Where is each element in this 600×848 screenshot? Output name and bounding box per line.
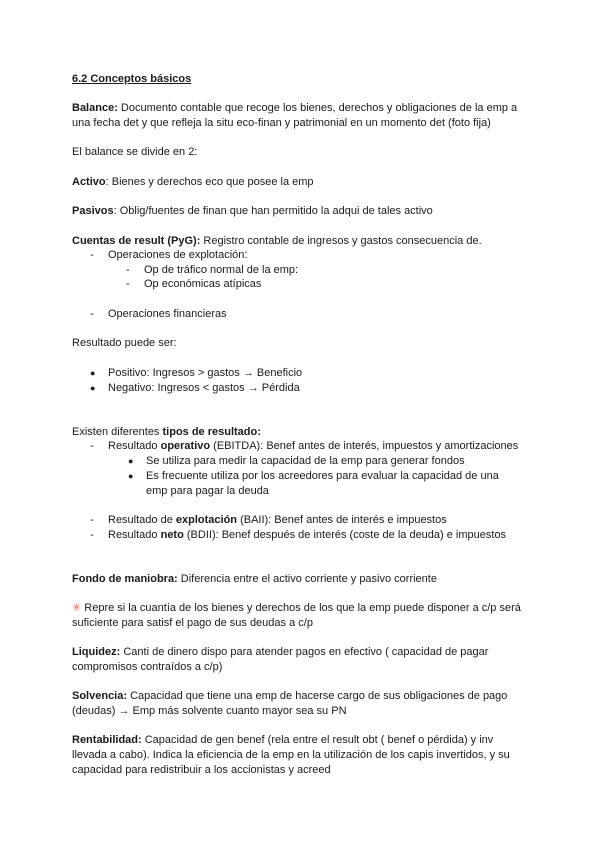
bullet-dot: ● (128, 471, 134, 481)
cuentas-definition: Cuentas de result (PyG): Registro contable de ingresos y gastos consecuencia de. (72, 235, 482, 247)
balance-term: Balance: (72, 102, 118, 114)
solvencia-line2: (deudas) → Emp más solvente cuanto mayor sea su PN (72, 705, 347, 717)
rentabilidad-line3: capacidad para redistribuir a los accionistas y acreed (72, 764, 331, 776)
balance-definition-line1: Balance: Documento contable que recoge los bienes, derechos y obligaciones de la emp a (72, 102, 518, 114)
list-item-financieras: Operaciones financieras (108, 308, 227, 320)
bullet-dot: ● (90, 368, 96, 378)
bullet-dot: ● (90, 383, 96, 393)
liquidez-line2: compromisos contraídos a c/p) (72, 661, 223, 673)
repre-line1: ✳ Repre si la cuantía de los bienes y derechos de los que la emp puede disponer a c/p será (72, 602, 521, 614)
resultado-intro: Resultado puede ser: (72, 337, 177, 349)
list-dash: - (90, 514, 94, 526)
sublist-item-acreedores-line1: Es frecuente utiliza por los acreedores para evaluar la capacidad de una (146, 470, 499, 482)
sublist-item-trafico: Op de tráfico normal de la emp: (144, 264, 299, 276)
list-dash: - (90, 249, 94, 261)
list-item-positivo: Positivo: Ingresos > gastos → Beneficio (108, 367, 303, 379)
sublist-item-atipicas: Op económicas atípicas (144, 278, 262, 290)
rentabilidad-line1: Rentabilidad: Capacidad de gen benef (rela entre el result obt ( benef o pérdida) y inv (72, 734, 494, 746)
bullet-dot: ● (128, 456, 134, 466)
list-dash: - (90, 440, 94, 452)
list-dash: - (126, 264, 130, 276)
repre-line2: suficiente para satisf el pago de sus deudas a c/p (72, 617, 313, 629)
balance-divide-text: El balance se divide en 2: (72, 146, 198, 158)
list-dash: - (90, 308, 94, 320)
list-item-explotacion: Operaciones de explotación: (108, 249, 248, 261)
pasivos-definition: Pasivos: Oblig/fuentes de finan que han permitido la adqui de tales activo (72, 205, 433, 217)
section-heading: 6.2 Conceptos básicos (72, 73, 192, 85)
list-item-neto: Resultado neto (BDII): Benef después de interés (coste de la deuda) e impuestos (108, 529, 507, 541)
activo-definition: Activo: Bienes y derechos eco que posee la emp (72, 176, 314, 188)
sublist-item-acreedores-line2: emp para pagar la deuda (146, 485, 269, 497)
list-dash: - (126, 278, 130, 290)
liquidez-line1: Liquidez: Canti de dinero dispo para atender pagos en efectivo ( capacidad de pagar (72, 646, 489, 658)
asterisk-icon: ✳ (72, 602, 82, 614)
list-item-explotacion-result: Resultado de explotación (BAII): Benef antes de interés e impuestos (108, 514, 447, 526)
tipos-intro: Existen diferentes tipos de resultado: (72, 426, 261, 438)
list-item-operativo: Resultado operativo (EBITDA): Benef antes de interés, impuestos y amortizaciones (108, 440, 519, 452)
solvencia-line1: Solvencia: Capacidad que tiene una emp de hacerse cargo de sus obligaciones de pago (72, 690, 508, 702)
fondo-definition: Fondo de maniobra: Diferencia entre el activo corriente y pasivo corriente (72, 573, 437, 585)
balance-definition-line2: una fecha det y que refleja la situ eco-finan y patrimonial en un momento det (foto fija) (72, 117, 491, 129)
sublist-item-medir: Se utiliza para medir la capacidad de la emp para generar fondos (146, 455, 465, 467)
list-item-negativo: Negativo: Ingresos < gastos → Pérdida (108, 382, 300, 394)
rentabilidad-line2: llevada a cabo). Indica la eficiencia de la emp en la utilización de los capis invertidos, y su (72, 749, 510, 761)
list-dash: - (90, 529, 94, 541)
